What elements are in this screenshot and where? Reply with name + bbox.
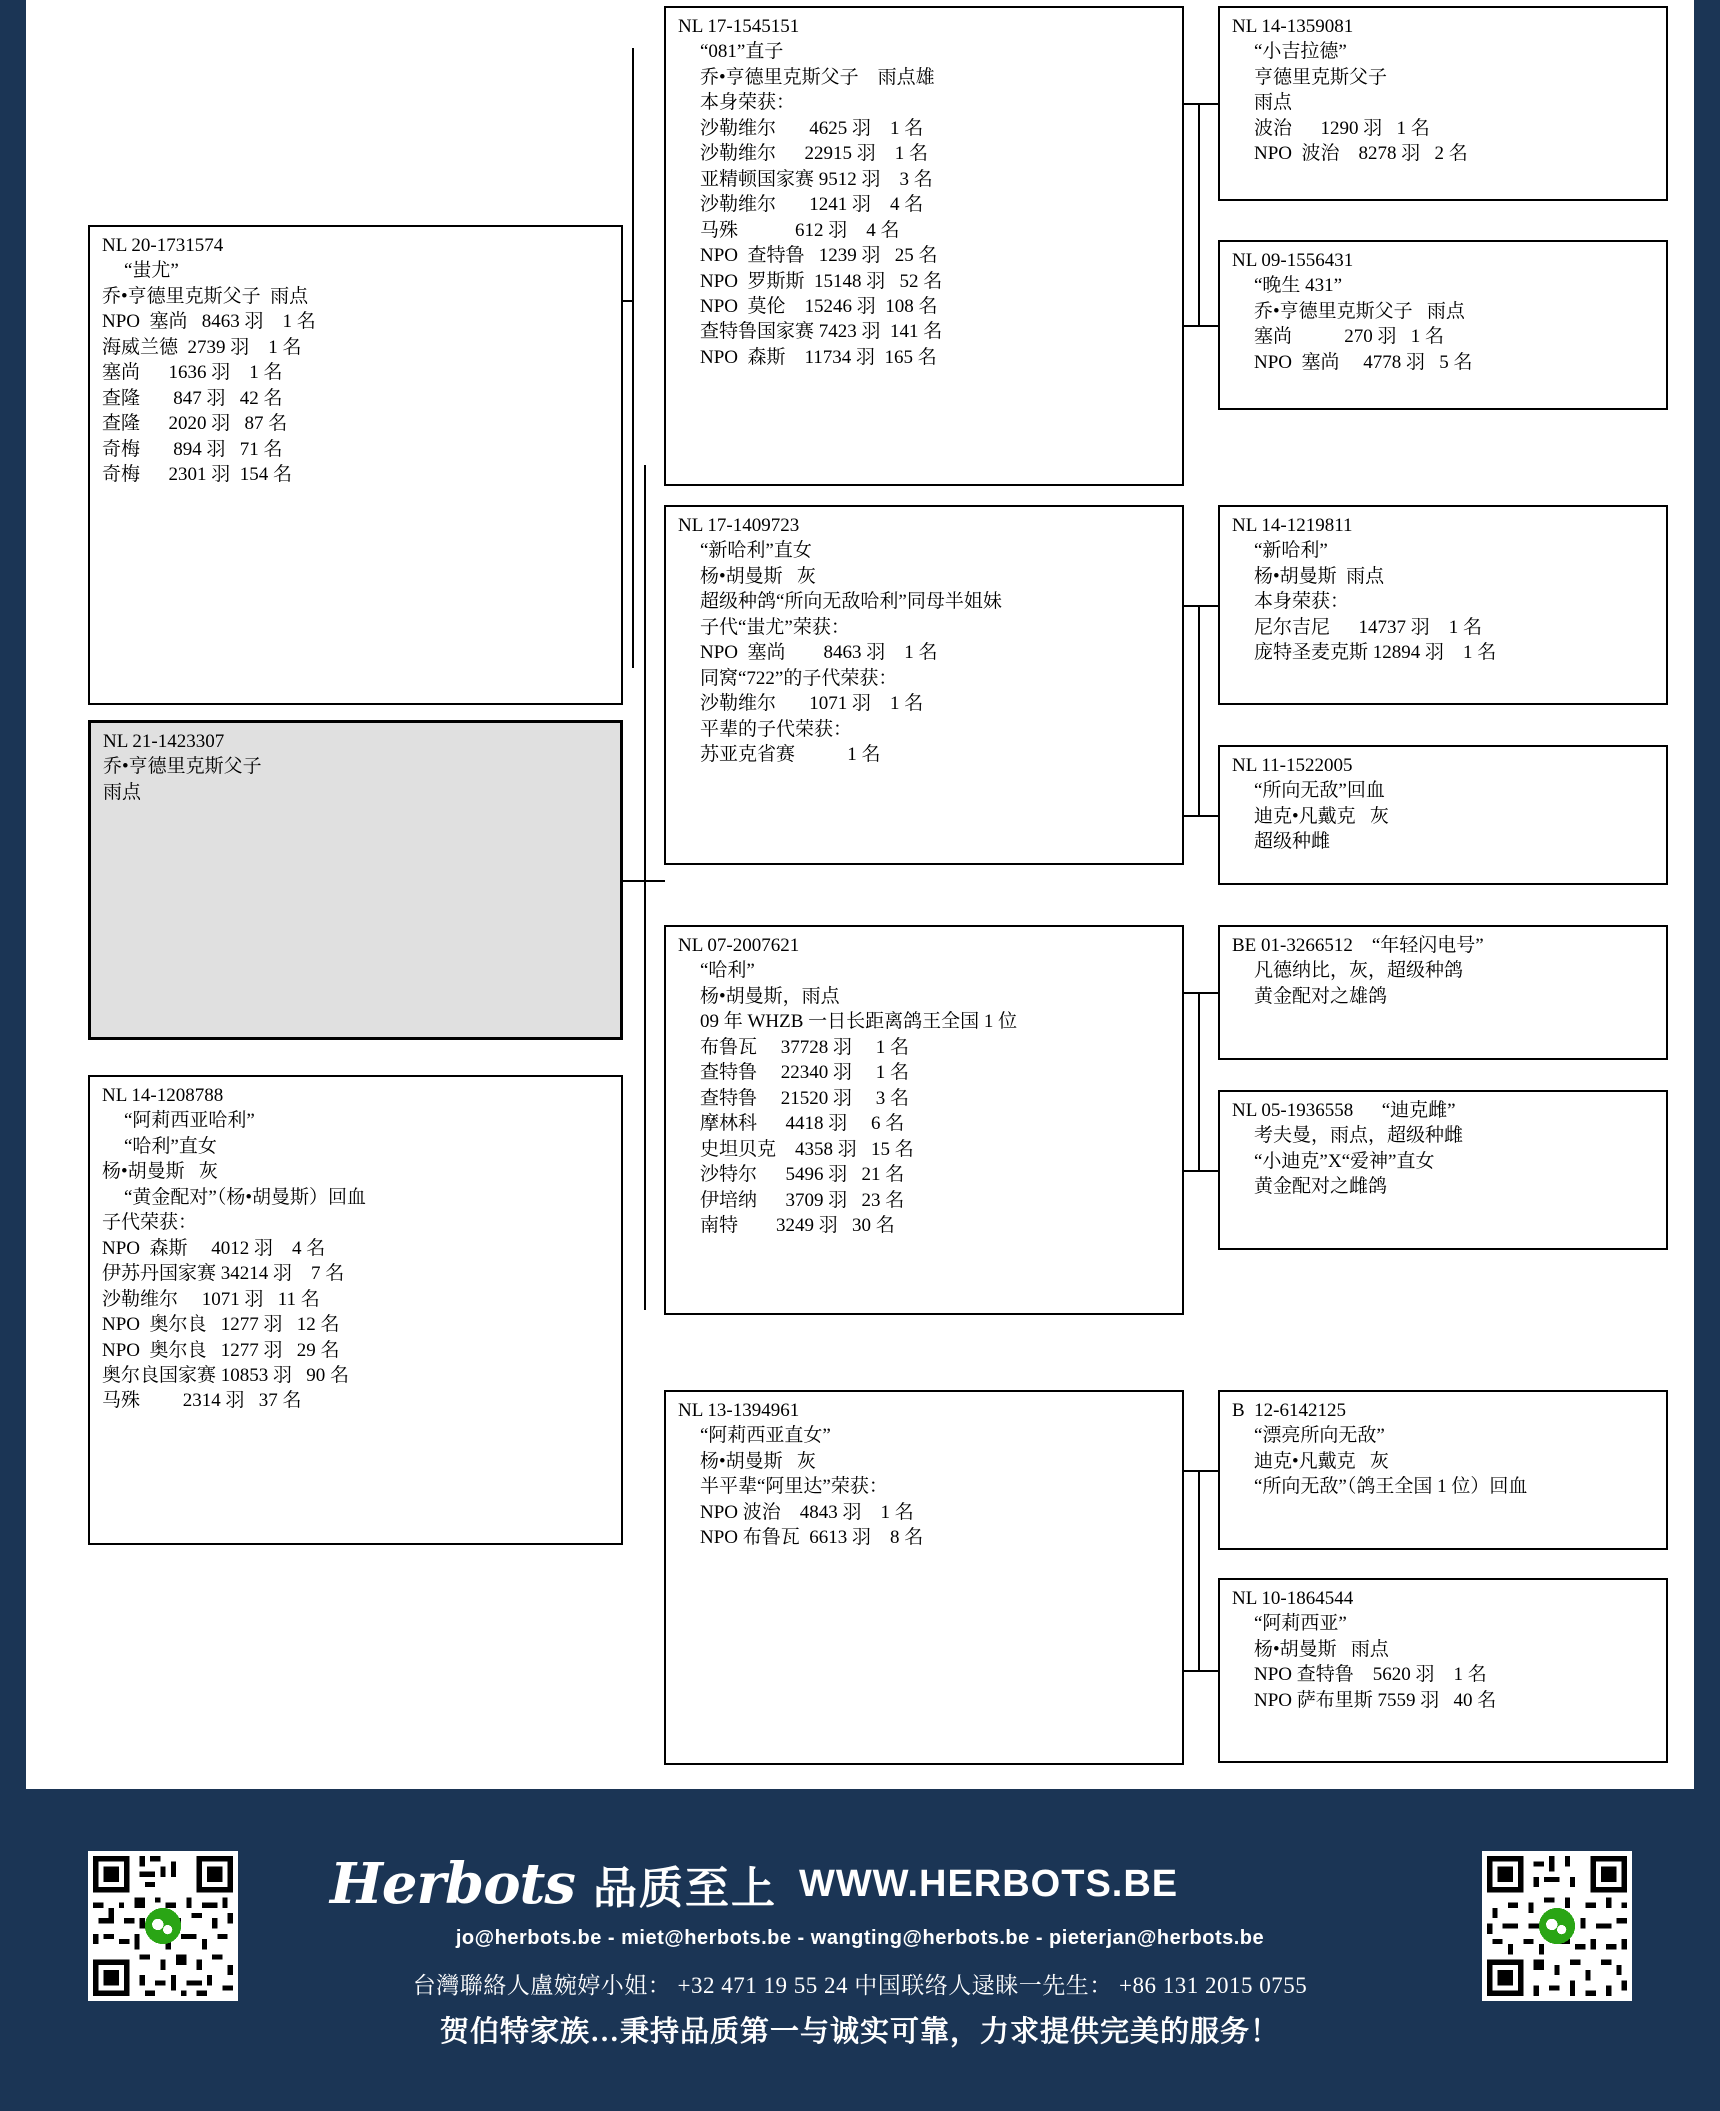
ring-number: NL 10-1864544 (1232, 1588, 1354, 1609)
detail-line: 波治 1290 羽 1 名 (1254, 117, 1430, 139)
pedigree-box-gen2-1[interactable] (664, 6, 1184, 486)
detail-line: 查特鲁 21520 羽 3 名 (700, 1087, 910, 1109)
ring-number: NL 05-1936558 “迪克雌” (1232, 1100, 1456, 1121)
detail-line: 凡德纳比，灰，超级种鸽 (1254, 960, 1464, 982)
connector (1198, 605, 1200, 815)
detail-line: 迪克•凡戴克 灰 (1254, 805, 1389, 827)
detail-line: 超级种雌 (1254, 831, 1331, 853)
detail-line: 查隆 847 羽 42 名 (102, 387, 283, 409)
ring-number: NL 11-1522005 (1232, 755, 1353, 776)
detail-line: 沙勒维尔 1071 羽 11 名 (102, 1288, 320, 1310)
detail-line: 考夫曼，雨点，超级种雌 (1254, 1125, 1464, 1147)
detail-line: 史坦贝克 4358 羽 15 名 (700, 1138, 914, 1160)
connector (1184, 815, 1218, 817)
detail-line: 子代“蚩尤”荣获： (700, 616, 850, 638)
detail-line: 沙勒维尔 22915 羽 1 名 (700, 143, 929, 165)
detail-line: “蚩尤” (124, 260, 179, 282)
detail-line: 布鲁瓦 37728 羽 1 名 (700, 1036, 910, 1058)
pedigree-box-gen3-6[interactable] (1218, 1090, 1668, 1250)
detail-line: NPO 萨布里斯 7559 羽 40 名 (1254, 1689, 1497, 1711)
ring-number: NL 17-1545151 (678, 16, 800, 37)
connector (1198, 992, 1200, 1170)
detail-line: 乔•亨德里克斯父子 (103, 756, 262, 778)
detail-line: 马殊 612 羽 4 名 (700, 219, 900, 241)
detail-line: NPO 波治 8278 羽 2 名 (1254, 143, 1468, 165)
connector (1198, 1470, 1200, 1670)
pedigree-box-gen2-2[interactable] (664, 505, 1184, 865)
pedigree-box-gen3-1[interactable] (1218, 6, 1668, 201)
pedigree-box-gen2-3[interactable] (664, 925, 1184, 1315)
detail-line: 子代荣获： (102, 1212, 198, 1234)
detail-line: 乔•亨德里克斯父子 雨点雄 (700, 66, 935, 88)
detail-line: 杨•胡曼斯 灰 (700, 565, 816, 587)
detail-line: 查特鲁国家赛 7423 羽 141 名 (700, 321, 943, 343)
connector (1198, 103, 1200, 325)
connector (1184, 103, 1218, 105)
detail-line: 杨•胡曼斯，雨点 (700, 985, 840, 1007)
detail-line: “所向无敌”（鸽王全国 1 位）回血 (1254, 1476, 1528, 1498)
detail-line: 伊培纳 3709 羽 23 名 (700, 1189, 905, 1211)
detail-line: NPO 奥尔良 1277 羽 12 名 (102, 1314, 340, 1336)
pedigree-box-gen3-8[interactable] (1218, 1578, 1668, 1763)
detail-line: 尼尔吉尼 14737 羽 1 名 (1254, 616, 1483, 638)
connector (1184, 325, 1218, 327)
connector (632, 48, 634, 668)
qr-code-left[interactable] (88, 1851, 238, 2001)
detail-line: “阿莉西亚直女” (700, 1425, 831, 1447)
ring-number: NL 21-1423307 (103, 731, 225, 752)
pedigree-box-dam[interactable] (88, 1075, 623, 1545)
detail-line: “黄金配对”（杨•胡曼斯）回血 (124, 1186, 367, 1208)
detail-line: 乔•亨德里克斯父子 雨点 (102, 285, 309, 307)
qr-code-left-icon (88, 1851, 238, 2001)
connector (644, 465, 646, 880)
detail-line: 半平辈“阿里达”荣获： (700, 1476, 888, 1498)
detail-line: 杨•胡曼斯 灰 (102, 1161, 218, 1183)
ring-number: BE 01-3266512 “年轻闪电号” (1232, 935, 1484, 956)
detail-line: 塞尚 270 羽 1 名 (1254, 326, 1445, 348)
detail-line: NPO 查特鲁 1239 羽 25 名 (700, 245, 938, 267)
detail-line: 同窝“722”的子代荣获： (700, 667, 898, 689)
pedigree-box-sire[interactable] (88, 225, 623, 705)
detail-line: 09 年 WHZB 一日长距离鸽王全国 1 位 (700, 1011, 1018, 1033)
brand-row (330, 1849, 1390, 1919)
detail-line: “阿莉西亚哈利” (124, 1110, 255, 1132)
detail-line: 沙勒维尔 4625 羽 1 名 (700, 117, 924, 139)
detail-line: 塞尚 1636 羽 1 名 (102, 362, 283, 384)
ring-number: NL 13-1394961 (678, 1400, 800, 1421)
detail-line: 乔•亨德里克斯父子 雨点 (1254, 300, 1465, 322)
detail-line: “哈利” (700, 960, 755, 982)
pedigree-box-gen3-7[interactable] (1218, 1390, 1668, 1550)
connector (644, 880, 646, 1310)
detail-line: NPO 塞尚 4778 羽 5 名 (1254, 351, 1473, 373)
detail-line: NPO 波治 4843 羽 1 名 (700, 1501, 914, 1523)
detail-line: “阿莉西亚” (1254, 1613, 1347, 1635)
pedigree-box-subject[interactable] (88, 720, 623, 1040)
detail-line: “081”直子 (700, 41, 784, 63)
detail-line: “晚生 431” (1254, 275, 1343, 297)
ring-number: NL 17-1409723 (678, 515, 800, 536)
ring-number: NL 20-1731574 (102, 235, 224, 256)
detail-line: NPO 奥尔良 1277 羽 29 名 (102, 1339, 340, 1361)
detail-line: 奇梅 2301 羽 154 名 (102, 464, 293, 486)
detail-line: “小迪克”X“爱神”直女 (1254, 1150, 1435, 1172)
ring-number: NL 14-1359081 (1232, 16, 1354, 37)
website-url[interactable]: WWW.HERBOTS.BE (798, 1862, 1179, 1905)
ring-number: B 12-6142125 (1232, 1400, 1346, 1421)
detail-line: 黄金配对之雄鸽 (1254, 985, 1388, 1007)
detail-line: 杨•胡曼斯 雨点 (1254, 565, 1385, 587)
qr-code-right[interactable] (1482, 1851, 1632, 2001)
connector (1184, 992, 1218, 994)
detail-line: NPO 莫伦 15246 羽 108 名 (700, 295, 938, 317)
detail-line: NPO 查特鲁 5620 羽 1 名 (1254, 1664, 1487, 1686)
connector (1184, 1170, 1218, 1172)
detail-line: 奥尔良国家赛 10853 羽 90 名 (102, 1364, 350, 1386)
pedigree-box-gen3-4[interactable] (1218, 745, 1668, 885)
detail-line: NPO 森斯 11734 羽 165 名 (700, 346, 937, 368)
brand-slogan-cn: 品质至上 (592, 1864, 777, 1913)
detail-line: “哈利”直女 (124, 1135, 217, 1157)
detail-line: 迪克•凡戴克 灰 (1254, 1450, 1389, 1472)
detail-line: “新哈利” (1254, 540, 1328, 562)
pedigree-box-gen3-5[interactable] (1218, 925, 1668, 1060)
tagline: 贺伯特家族…秉持品质第一与诚实可靠，力求提供完美的服务！ (439, 2016, 1280, 2048)
ring-number: NL 07-2007621 (678, 935, 800, 956)
detail-line: 庞特圣麦克斯 12894 羽 1 名 (1254, 642, 1497, 664)
detail-line: “新哈利”直女 (700, 540, 812, 562)
detail-line: 本身荣获： (1254, 591, 1350, 613)
detail-line: NPO 森斯 4012 羽 4 名 (102, 1237, 326, 1259)
detail-line: 超级种鸽“所向无敌哈利”同母半姐妹 (700, 591, 1002, 613)
detail-line: 雨点 (1254, 92, 1293, 114)
detail-line: 南特 3249 羽 30 名 (700, 1214, 895, 1236)
detail-line: 平辈的子代荣获： (700, 718, 853, 740)
connector (1184, 605, 1218, 607)
detail-line: 马殊 2314 羽 37 名 (102, 1390, 302, 1412)
pedigree-sheet (26, 0, 1694, 1790)
connector (1184, 1470, 1218, 1472)
detail-line: 奇梅 894 羽 71 名 (102, 438, 283, 460)
contact-line: 台灣聯絡人盧婉婷小姐： +32 471 19 55 24 中国联络人逯睐一先生： +86 131 2015 0755 (412, 1973, 1308, 1998)
detail-line: 沙特尔 5496 羽 21 名 (700, 1164, 905, 1186)
detail-line: 亚精顿国家赛 9512 羽 3 名 (700, 168, 933, 190)
detail-line: 杨•胡曼斯 雨点 (1254, 1638, 1389, 1660)
ring-number: NL 14-1208788 (102, 1085, 224, 1106)
email-list[interactable]: jo@herbots.be - miet@herbots.be - wangting@herbots.be - pieterjan@herbots.be (455, 1927, 1265, 1949)
detail-line: NPO 罗斯斯 15148 羽 52 名 (700, 270, 943, 292)
connector (1184, 1670, 1218, 1672)
detail-line: “小吉拉德” (1254, 41, 1347, 63)
pedigree-box-gen3-3[interactable] (1218, 505, 1668, 705)
herbots-logo: Herbots (330, 1851, 575, 1917)
detail-line: 查隆 2020 羽 87 名 (102, 413, 288, 435)
detail-line: NPO 布鲁瓦 6613 羽 8 名 (700, 1527, 924, 1549)
detail-line: 查特鲁 22340 羽 1 名 (700, 1062, 910, 1084)
pedigree-box-gen2-4[interactable] (664, 1390, 1184, 1765)
qr-code-right-icon (1482, 1851, 1632, 2001)
detail-line: 亨德里克斯父子 (1254, 66, 1388, 88)
detail-line: NPO 塞尚 8463 羽 1 名 (700, 642, 938, 664)
footer-banner (0, 1789, 1720, 2111)
detail-line: 海威兰德 2739 羽 1 名 (102, 336, 302, 358)
detail-line: 苏亚克省赛 1 名 (700, 744, 881, 766)
detail-line: 本身荣获： (700, 92, 796, 114)
detail-line: 雨点 (103, 781, 142, 803)
detail-line: 沙勒维尔 1071 羽 1 名 (700, 693, 924, 715)
ring-number: NL 14-1219811 (1232, 515, 1353, 536)
detail-line: NPO 塞尚 8463 羽 1 名 (102, 311, 316, 333)
detail-line: “漂亮所向无敌” (1254, 1425, 1385, 1447)
detail-line: 伊苏丹国家赛 34214 羽 7 名 (102, 1263, 345, 1285)
detail-line: 沙勒维尔 1241 羽 4 名 (700, 194, 924, 216)
detail-line: 黄金配对之雌鸽 (1254, 1176, 1388, 1198)
detail-line: “所向无敌”回血 (1254, 780, 1385, 802)
ring-number: NL 09-1556431 (1232, 250, 1354, 271)
detail-line: 杨•胡曼斯 灰 (700, 1450, 816, 1472)
detail-line: 摩林科 4418 羽 6 名 (700, 1113, 905, 1135)
pedigree-box-gen3-2[interactable] (1218, 240, 1668, 410)
